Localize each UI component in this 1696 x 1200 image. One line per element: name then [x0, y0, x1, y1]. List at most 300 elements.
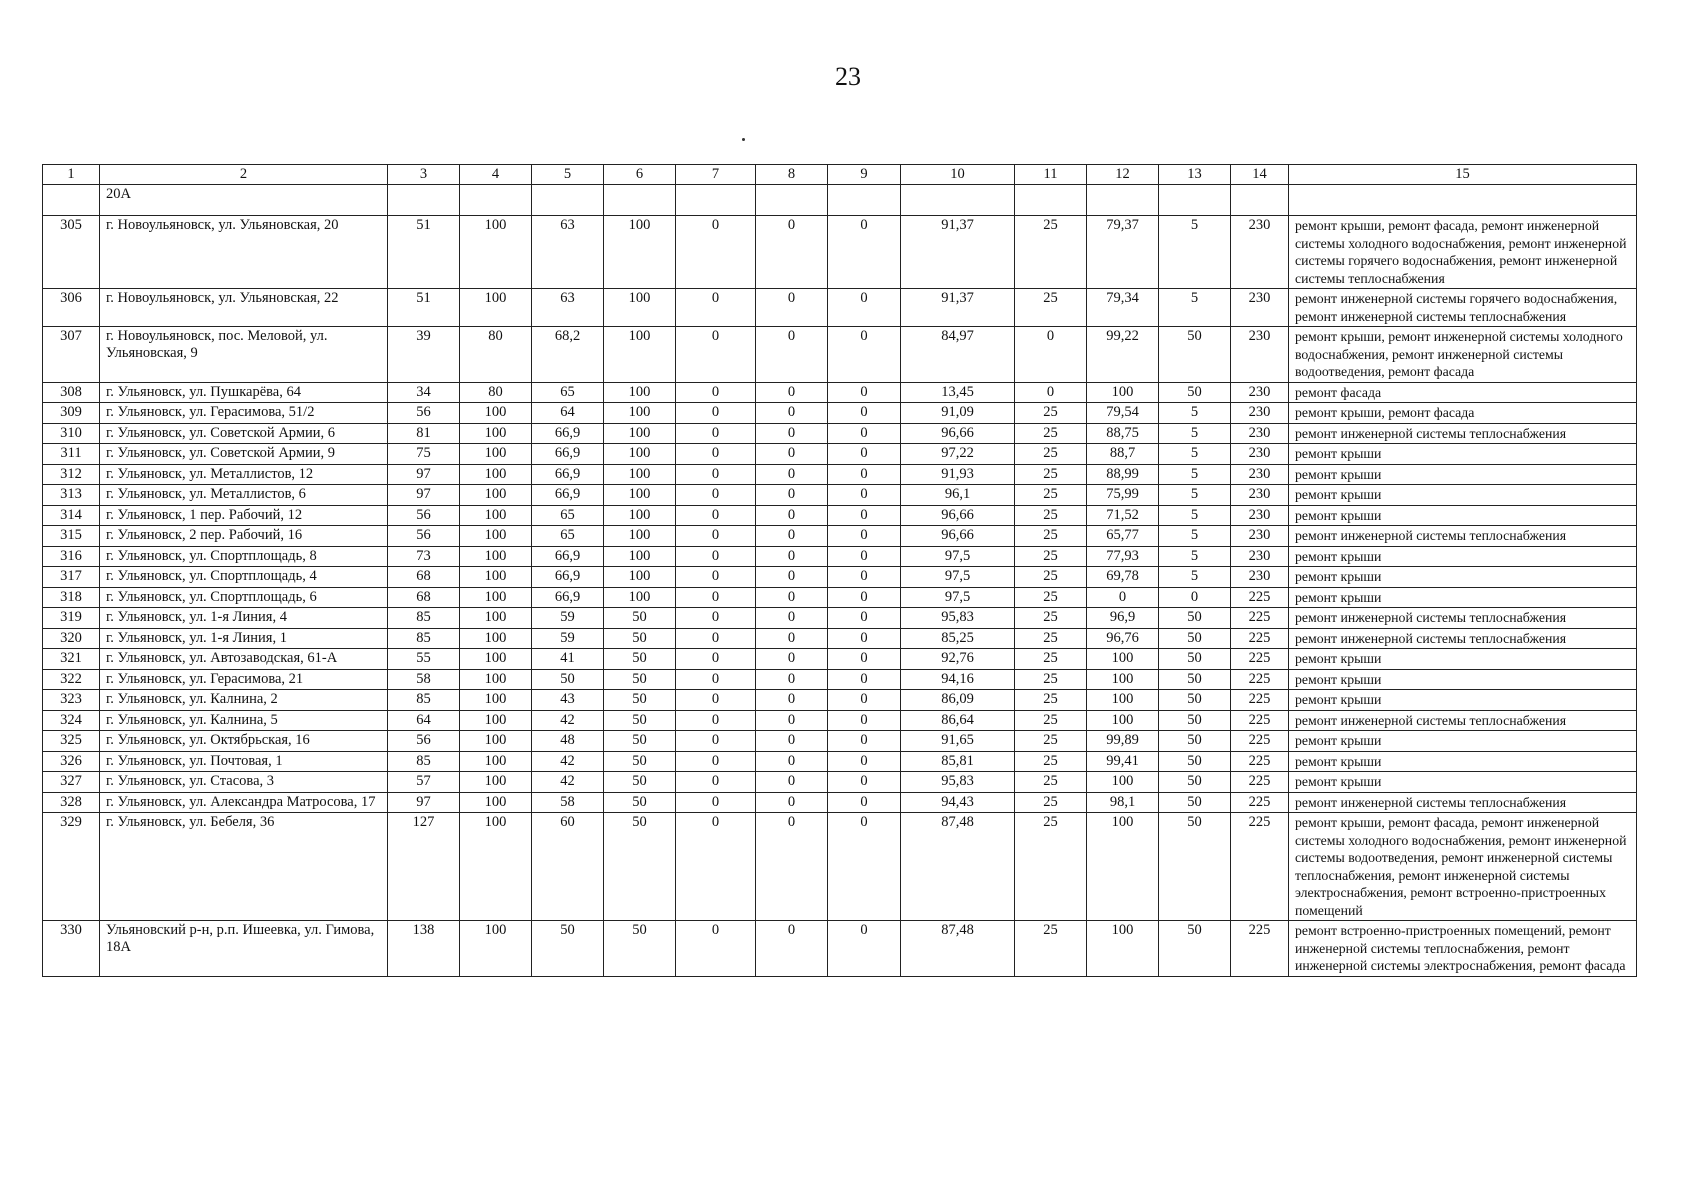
cell-col-10: 92,76: [901, 649, 1015, 670]
cell-col-3: 97: [388, 792, 460, 813]
cell-empty: [1289, 185, 1637, 216]
cell-work-types: ремонт крыши: [1289, 731, 1637, 752]
cell-col-8: 0: [756, 567, 828, 588]
cell-work-types: ремонт крыши: [1289, 669, 1637, 690]
cell-col-4: 100: [460, 464, 532, 485]
data-table: [42, 164, 1637, 977]
cell-col-4: 100: [460, 505, 532, 526]
cell-address: г. Ульяновск, ул. Пушкарёва, 64: [100, 382, 388, 403]
cell-row-number: 321: [43, 649, 100, 670]
cell-col-12: 100: [1087, 690, 1159, 711]
cell-col-3: 51: [388, 289, 460, 327]
cell-col-11: 25: [1015, 444, 1087, 465]
column-header-13: 13: [1159, 165, 1231, 185]
cell-col-7: 0: [676, 382, 756, 403]
cell-work-types: ремонт крыши, ремонт фасада, ремонт инженерной системы холодного водоснабжения, ремонт инженерной системы горячего водоснабжения, ремонт инженерной системы теплоснабжения: [1289, 216, 1637, 289]
cell-col-3: 85: [388, 751, 460, 772]
cell-col-7: 0: [676, 751, 756, 772]
cell-work-types: ремонт крыши, ремонт инженерной системы холодного водоснабжения, ремонт инженерной системы водоотведения, ремонт фасада: [1289, 327, 1637, 383]
cell-col-12: 77,93: [1087, 546, 1159, 567]
cell-col-11: 25: [1015, 649, 1087, 670]
cell-col-9: 0: [828, 690, 901, 711]
cell-col-8: 0: [756, 505, 828, 526]
cell-col-5: 63: [532, 216, 604, 289]
cell-col-6: 50: [604, 628, 676, 649]
cell-address: г. Ульяновск, ул. Металлистов, 6: [100, 485, 388, 506]
cell-col-9: 0: [828, 403, 901, 424]
cell-col-8: 0: [756, 546, 828, 567]
table-row: [43, 813, 1637, 921]
cell-row-number: 322: [43, 669, 100, 690]
table-row: [43, 792, 1637, 813]
cell-col-11: 0: [1015, 382, 1087, 403]
cell-col-13: 50: [1159, 327, 1231, 383]
cell-col-11: 25: [1015, 792, 1087, 813]
cell-col-7: 0: [676, 608, 756, 629]
cell-col-4: 100: [460, 485, 532, 506]
cell-col-7: 0: [676, 567, 756, 588]
cell-col-14: 225: [1231, 587, 1289, 608]
cell-col-4: 100: [460, 546, 532, 567]
cell-col-7: 0: [676, 403, 756, 424]
cell-col-8: 0: [756, 608, 828, 629]
cell-col-10: 85,25: [901, 628, 1015, 649]
cell-col-4: 100: [460, 587, 532, 608]
cell-col-4: 100: [460, 567, 532, 588]
cell-col-9: 0: [828, 792, 901, 813]
cell-col-6: 50: [604, 751, 676, 772]
cell-col-3: 56: [388, 403, 460, 424]
cell-empty: [532, 185, 604, 216]
cell-col-9: 0: [828, 505, 901, 526]
cell-col-6: 50: [604, 921, 676, 977]
column-header-5: 5: [532, 165, 604, 185]
cell-col-7: 0: [676, 628, 756, 649]
cell-col-10: 95,83: [901, 772, 1015, 793]
table-row: [43, 327, 1637, 383]
cell-col-12: 98,1: [1087, 792, 1159, 813]
cell-col-8: 0: [756, 216, 828, 289]
cell-col-9: 0: [828, 587, 901, 608]
cell-col-14: 225: [1231, 649, 1289, 670]
cell-work-types: ремонт крыши, ремонт фасада: [1289, 403, 1637, 424]
cell-col-11: 25: [1015, 772, 1087, 793]
cell-row-number: 323: [43, 690, 100, 711]
cell-col-5: 65: [532, 505, 604, 526]
cell-col-9: 0: [828, 710, 901, 731]
cell-col-11: 25: [1015, 505, 1087, 526]
cell-col-4: 100: [460, 921, 532, 977]
cell-col-11: 0: [1015, 327, 1087, 383]
cell-col-14: 230: [1231, 505, 1289, 526]
cell-col-8: 0: [756, 813, 828, 921]
cell-work-types: ремонт инженерной системы теплоснабжения: [1289, 628, 1637, 649]
cell-col-14: 230: [1231, 327, 1289, 383]
cell-empty: [604, 185, 676, 216]
cell-col-11: 25: [1015, 216, 1087, 289]
cell-work-types: ремонт инженерной системы теплоснабжения: [1289, 526, 1637, 547]
cell-address: г. Новоульяновск, ул. Ульяновская, 20: [100, 216, 388, 289]
cell-col-10: 91,65: [901, 731, 1015, 752]
cell-col-8: 0: [756, 669, 828, 690]
cell-col-13: 50: [1159, 751, 1231, 772]
cell-row-number: 325: [43, 731, 100, 752]
cell-col-12: 100: [1087, 382, 1159, 403]
cell-col-7: 0: [676, 669, 756, 690]
cell-col-10: 97,5: [901, 567, 1015, 588]
cell-col-11: 25: [1015, 526, 1087, 547]
cell-address: г. Новоульяновск, пос. Меловой, ул. Ульяновская, 9: [100, 327, 388, 383]
cell-col-14: 225: [1231, 710, 1289, 731]
column-header-10: 10: [901, 165, 1015, 185]
cell-col-7: 0: [676, 546, 756, 567]
data-table-container: [42, 164, 1636, 977]
cell-address: г. Ульяновск, ул. 1-я Линия, 4: [100, 608, 388, 629]
cell-col-11: 25: [1015, 690, 1087, 711]
cell-address: г. Ульяновск, ул. Октябрьская, 16: [100, 731, 388, 752]
cell-col-11: 25: [1015, 628, 1087, 649]
cell-col-14: 225: [1231, 669, 1289, 690]
table-row: [43, 289, 1637, 327]
cell-row-number: 306: [43, 289, 100, 327]
cell-col-14: 225: [1231, 792, 1289, 813]
cell-col-8: 0: [756, 403, 828, 424]
cell-col-11: 25: [1015, 289, 1087, 327]
cell-work-types: ремонт крыши: [1289, 649, 1637, 670]
cell-col-14: 225: [1231, 751, 1289, 772]
scan-speck: [742, 138, 745, 141]
cell-empty: [901, 185, 1015, 216]
cell-col-7: 0: [676, 289, 756, 327]
table-row: [43, 921, 1637, 977]
cell-row-number: 316: [43, 546, 100, 567]
cell-address: г. Ульяновск, ул. Почтовая, 1: [100, 751, 388, 772]
cell-col-3: 57: [388, 772, 460, 793]
cell-col-12: 99,89: [1087, 731, 1159, 752]
cell-work-types: ремонт крыши: [1289, 587, 1637, 608]
cell-col-12: 79,37: [1087, 216, 1159, 289]
cell-col-5: 66,9: [532, 444, 604, 465]
cell-col-6: 100: [604, 216, 676, 289]
table-row: [43, 382, 1637, 403]
cell-col-9: 0: [828, 567, 901, 588]
cell-col-9: 0: [828, 772, 901, 793]
cell-col-11: 25: [1015, 669, 1087, 690]
cell-col-13: 5: [1159, 485, 1231, 506]
cell-col-10: 84,97: [901, 327, 1015, 383]
cell-col-7: 0: [676, 921, 756, 977]
cell-col-14: 230: [1231, 444, 1289, 465]
cell-col-4: 100: [460, 649, 532, 670]
cell-col-4: 100: [460, 772, 532, 793]
cell-col-6: 100: [604, 403, 676, 424]
cell-col-10: 86,64: [901, 710, 1015, 731]
cell-col-8: 0: [756, 289, 828, 327]
cell-col-10: 91,93: [901, 464, 1015, 485]
cell-col-8: 0: [756, 444, 828, 465]
cell-col-6: 100: [604, 546, 676, 567]
table-row: [43, 423, 1637, 444]
cell-col-13: 50: [1159, 628, 1231, 649]
cell-col-12: 96,9: [1087, 608, 1159, 629]
cell-col-3: 64: [388, 710, 460, 731]
cell-col-10: 86,09: [901, 690, 1015, 711]
cell-col-13: 5: [1159, 444, 1231, 465]
column-header-12: 12: [1087, 165, 1159, 185]
table-row: [43, 216, 1637, 289]
table-row: [43, 485, 1637, 506]
cell-col-13: 50: [1159, 792, 1231, 813]
cell-col-5: 65: [532, 526, 604, 547]
cell-col-13: 50: [1159, 710, 1231, 731]
cell-address: г. Ульяновск, ул. 1-я Линия, 1: [100, 628, 388, 649]
cell-address: Ульяновский р-н, р.п. Ишеевка, ул. Гимова, 18А: [100, 921, 388, 977]
cell-row-number: 318: [43, 587, 100, 608]
cell-row-number: 317: [43, 567, 100, 588]
cell-empty: [828, 185, 901, 216]
table-row: [43, 731, 1637, 752]
cell-address: г. Ульяновск, ул. Спортплощадь, 6: [100, 587, 388, 608]
cell-col-9: 0: [828, 751, 901, 772]
cell-col-4: 100: [460, 289, 532, 327]
cell-address: г. Ульяновск, ул. Спортплощадь, 8: [100, 546, 388, 567]
cell-col-8: 0: [756, 628, 828, 649]
cell-col-14: 225: [1231, 772, 1289, 793]
cell-row-number: 327: [43, 772, 100, 793]
cell-col-10: 87,48: [901, 921, 1015, 977]
cell-col-9: 0: [828, 731, 901, 752]
cell-col-12: 88,99: [1087, 464, 1159, 485]
cell-empty: [388, 185, 460, 216]
cell-address: г. Ульяновск, ул. Советской Армии, 6: [100, 423, 388, 444]
cell-col-8: 0: [756, 792, 828, 813]
cell-col-5: 66,9: [532, 546, 604, 567]
cell-col-10: 97,22: [901, 444, 1015, 465]
table-row: [43, 669, 1637, 690]
column-header-7: 7: [676, 165, 756, 185]
cell-col-12: 69,78: [1087, 567, 1159, 588]
cell-col-3: 73: [388, 546, 460, 567]
cell-col-5: 68,2: [532, 327, 604, 383]
cell-work-types: ремонт крыши: [1289, 444, 1637, 465]
table-row: [43, 526, 1637, 547]
cell-col-12: 71,52: [1087, 505, 1159, 526]
cell-empty: [1087, 185, 1159, 216]
cell-work-types: ремонт крыши: [1289, 505, 1637, 526]
cell-address: г. Ульяновск, ул. Калнина, 2: [100, 690, 388, 711]
cell-col-13: 5: [1159, 567, 1231, 588]
table-row: [43, 649, 1637, 670]
cell-col-12: 99,41: [1087, 751, 1159, 772]
table-row: [43, 772, 1637, 793]
cell-work-types: ремонт крыши: [1289, 567, 1637, 588]
cell-col-5: 50: [532, 921, 604, 977]
cell-col-7: 0: [676, 526, 756, 547]
cell-col-7: 0: [676, 485, 756, 506]
cell-col-9: 0: [828, 216, 901, 289]
cell-col-7: 0: [676, 813, 756, 921]
cell-col-6: 50: [604, 772, 676, 793]
cell-col-14: 225: [1231, 628, 1289, 649]
cell-col-3: 75: [388, 444, 460, 465]
cell-col-12: 100: [1087, 669, 1159, 690]
cell-col-6: 100: [604, 289, 676, 327]
table-row: [43, 710, 1637, 731]
cell-col-12: 99,22: [1087, 327, 1159, 383]
cell-col-10: 85,81: [901, 751, 1015, 772]
cell-address: г. Ульяновск, ул. Советской Армии, 9: [100, 444, 388, 465]
cell-work-types: ремонт инженерной системы теплоснабжения: [1289, 608, 1637, 629]
cell-col-6: 100: [604, 526, 676, 547]
cell-col-12: 100: [1087, 649, 1159, 670]
cell-col-4: 100: [460, 423, 532, 444]
cell-col-4: 100: [460, 710, 532, 731]
cell-work-types: ремонт крыши: [1289, 464, 1637, 485]
column-number-row: [43, 165, 1637, 185]
cell-col-4: 100: [460, 216, 532, 289]
cell-col-5: 42: [532, 710, 604, 731]
cell-col-13: 50: [1159, 813, 1231, 921]
cell-col-12: 96,76: [1087, 628, 1159, 649]
cell-col-5: 60: [532, 813, 604, 921]
cell-col-9: 0: [828, 289, 901, 327]
cell-col-7: 0: [676, 423, 756, 444]
cell-col-14: 225: [1231, 608, 1289, 629]
cell-empty: [460, 185, 532, 216]
cell-col-13: 50: [1159, 669, 1231, 690]
cell-col-4: 100: [460, 751, 532, 772]
cell-col-5: 65: [532, 382, 604, 403]
cell-col-12: 79,54: [1087, 403, 1159, 424]
cell-col-11: 25: [1015, 731, 1087, 752]
cell-address: г. Ульяновск, ул. Бебеля, 36: [100, 813, 388, 921]
cell-col-3: 34: [388, 382, 460, 403]
cell-work-types: ремонт крыши: [1289, 751, 1637, 772]
cell-col-5: 50: [532, 669, 604, 690]
cell-row-number: 319: [43, 608, 100, 629]
cell-row-number: 330: [43, 921, 100, 977]
cell-empty: [1159, 185, 1231, 216]
table-row: [43, 444, 1637, 465]
cell-col-4: 80: [460, 327, 532, 383]
cell-col-14: 230: [1231, 216, 1289, 289]
cell-col-3: 138: [388, 921, 460, 977]
cell-col-11: 25: [1015, 751, 1087, 772]
column-header-15: 15: [1289, 165, 1637, 185]
cell-col-11: 25: [1015, 567, 1087, 588]
cell-col-6: 50: [604, 649, 676, 670]
cell-col-9: 0: [828, 546, 901, 567]
cell-col-13: 5: [1159, 216, 1231, 289]
cell-col-6: 100: [604, 327, 676, 383]
cell-work-types: ремонт инженерной системы горячего водоснабжения, ремонт инженерной системы теплоснабжения: [1289, 289, 1637, 327]
page-number: 23: [835, 62, 861, 91]
cell-empty: [1231, 185, 1289, 216]
cell-col-6: 50: [604, 710, 676, 731]
cell-col-9: 0: [828, 423, 901, 444]
cell-col-9: 0: [828, 608, 901, 629]
cell-col-11: 25: [1015, 423, 1087, 444]
cell-col-3: 85: [388, 608, 460, 629]
column-header-14: 14: [1231, 165, 1289, 185]
cell-col-6: 50: [604, 813, 676, 921]
cell-col-5: 66,9: [532, 587, 604, 608]
cell-col-4: 100: [460, 403, 532, 424]
cell-col-9: 0: [828, 464, 901, 485]
cell-col-13: 5: [1159, 403, 1231, 424]
cell-col-13: 0: [1159, 587, 1231, 608]
column-header-8: 8: [756, 165, 828, 185]
cell-col-6: 100: [604, 485, 676, 506]
cell-col-9: 0: [828, 327, 901, 383]
column-header-9: 9: [828, 165, 901, 185]
cell-col-7: 0: [676, 216, 756, 289]
cell-col-9: 0: [828, 382, 901, 403]
column-header-2: 2: [100, 165, 388, 185]
cell-col-5: 59: [532, 628, 604, 649]
cell-col-7: 0: [676, 710, 756, 731]
cell-address: г. Ульяновск, ул. Стасова, 3: [100, 772, 388, 793]
table-row: [43, 690, 1637, 711]
cell-col-9: 0: [828, 444, 901, 465]
cell-col-3: 81: [388, 423, 460, 444]
cell-col-5: 48: [532, 731, 604, 752]
cell-col-5: 43: [532, 690, 604, 711]
cell-col-3: 58: [388, 669, 460, 690]
cell-col-7: 0: [676, 587, 756, 608]
cell-row-number: 324: [43, 710, 100, 731]
cell-col-9: 0: [828, 485, 901, 506]
cell-col-10: 91,37: [901, 216, 1015, 289]
cell-col-14: 225: [1231, 813, 1289, 921]
cell-row-number: 328: [43, 792, 100, 813]
cell-col-11: 25: [1015, 813, 1087, 921]
cell-work-types: ремонт встроенно-пристроенных помещений, ремонт инженерной системы теплоснабжения, ремонт инженерной системы электроснабжения, ремонт фасада: [1289, 921, 1637, 977]
cell-col-3: 55: [388, 649, 460, 670]
cell-col-3: 127: [388, 813, 460, 921]
table-row: [43, 505, 1637, 526]
cell-col-12: 100: [1087, 813, 1159, 921]
cell-col-6: 50: [604, 669, 676, 690]
cell-col-13: 50: [1159, 382, 1231, 403]
cell-col-10: 96,66: [901, 505, 1015, 526]
table-row: [43, 546, 1637, 567]
cell-row-number: 305: [43, 216, 100, 289]
cell-col-3: 68: [388, 587, 460, 608]
cell-col-5: 41: [532, 649, 604, 670]
cell-work-types: ремонт крыши, ремонт фасада, ремонт инженерной системы холодного водоснабжения, ремонт инженерной системы водоотведения, ремонт инженерной системы теплоснабжения, ремонт инженерной системы электроснабжения, ремонт встроенно-пристроенных помещений: [1289, 813, 1637, 921]
cell-address: г. Ульяновск, ул. Металлистов, 12: [100, 464, 388, 485]
cell-col-4: 100: [460, 731, 532, 752]
cell-col-8: 0: [756, 382, 828, 403]
cell-row-number: 307: [43, 327, 100, 383]
cell-col-7: 0: [676, 505, 756, 526]
cell-work-types: ремонт фасада: [1289, 382, 1637, 403]
cell-col-12: 88,75: [1087, 423, 1159, 444]
column-header-6: 6: [604, 165, 676, 185]
cell-col-11: 25: [1015, 464, 1087, 485]
cell-col-8: 0: [756, 751, 828, 772]
cell-col-12: 0: [1087, 587, 1159, 608]
cell-col-7: 0: [676, 444, 756, 465]
cell-col-8: 0: [756, 327, 828, 383]
cell-col-8: 0: [756, 587, 828, 608]
table-row: [43, 587, 1637, 608]
cell-col-9: 0: [828, 921, 901, 977]
cell-col-6: 100: [604, 505, 676, 526]
cell-col-11: 25: [1015, 587, 1087, 608]
cell-col-10: 91,37: [901, 289, 1015, 327]
